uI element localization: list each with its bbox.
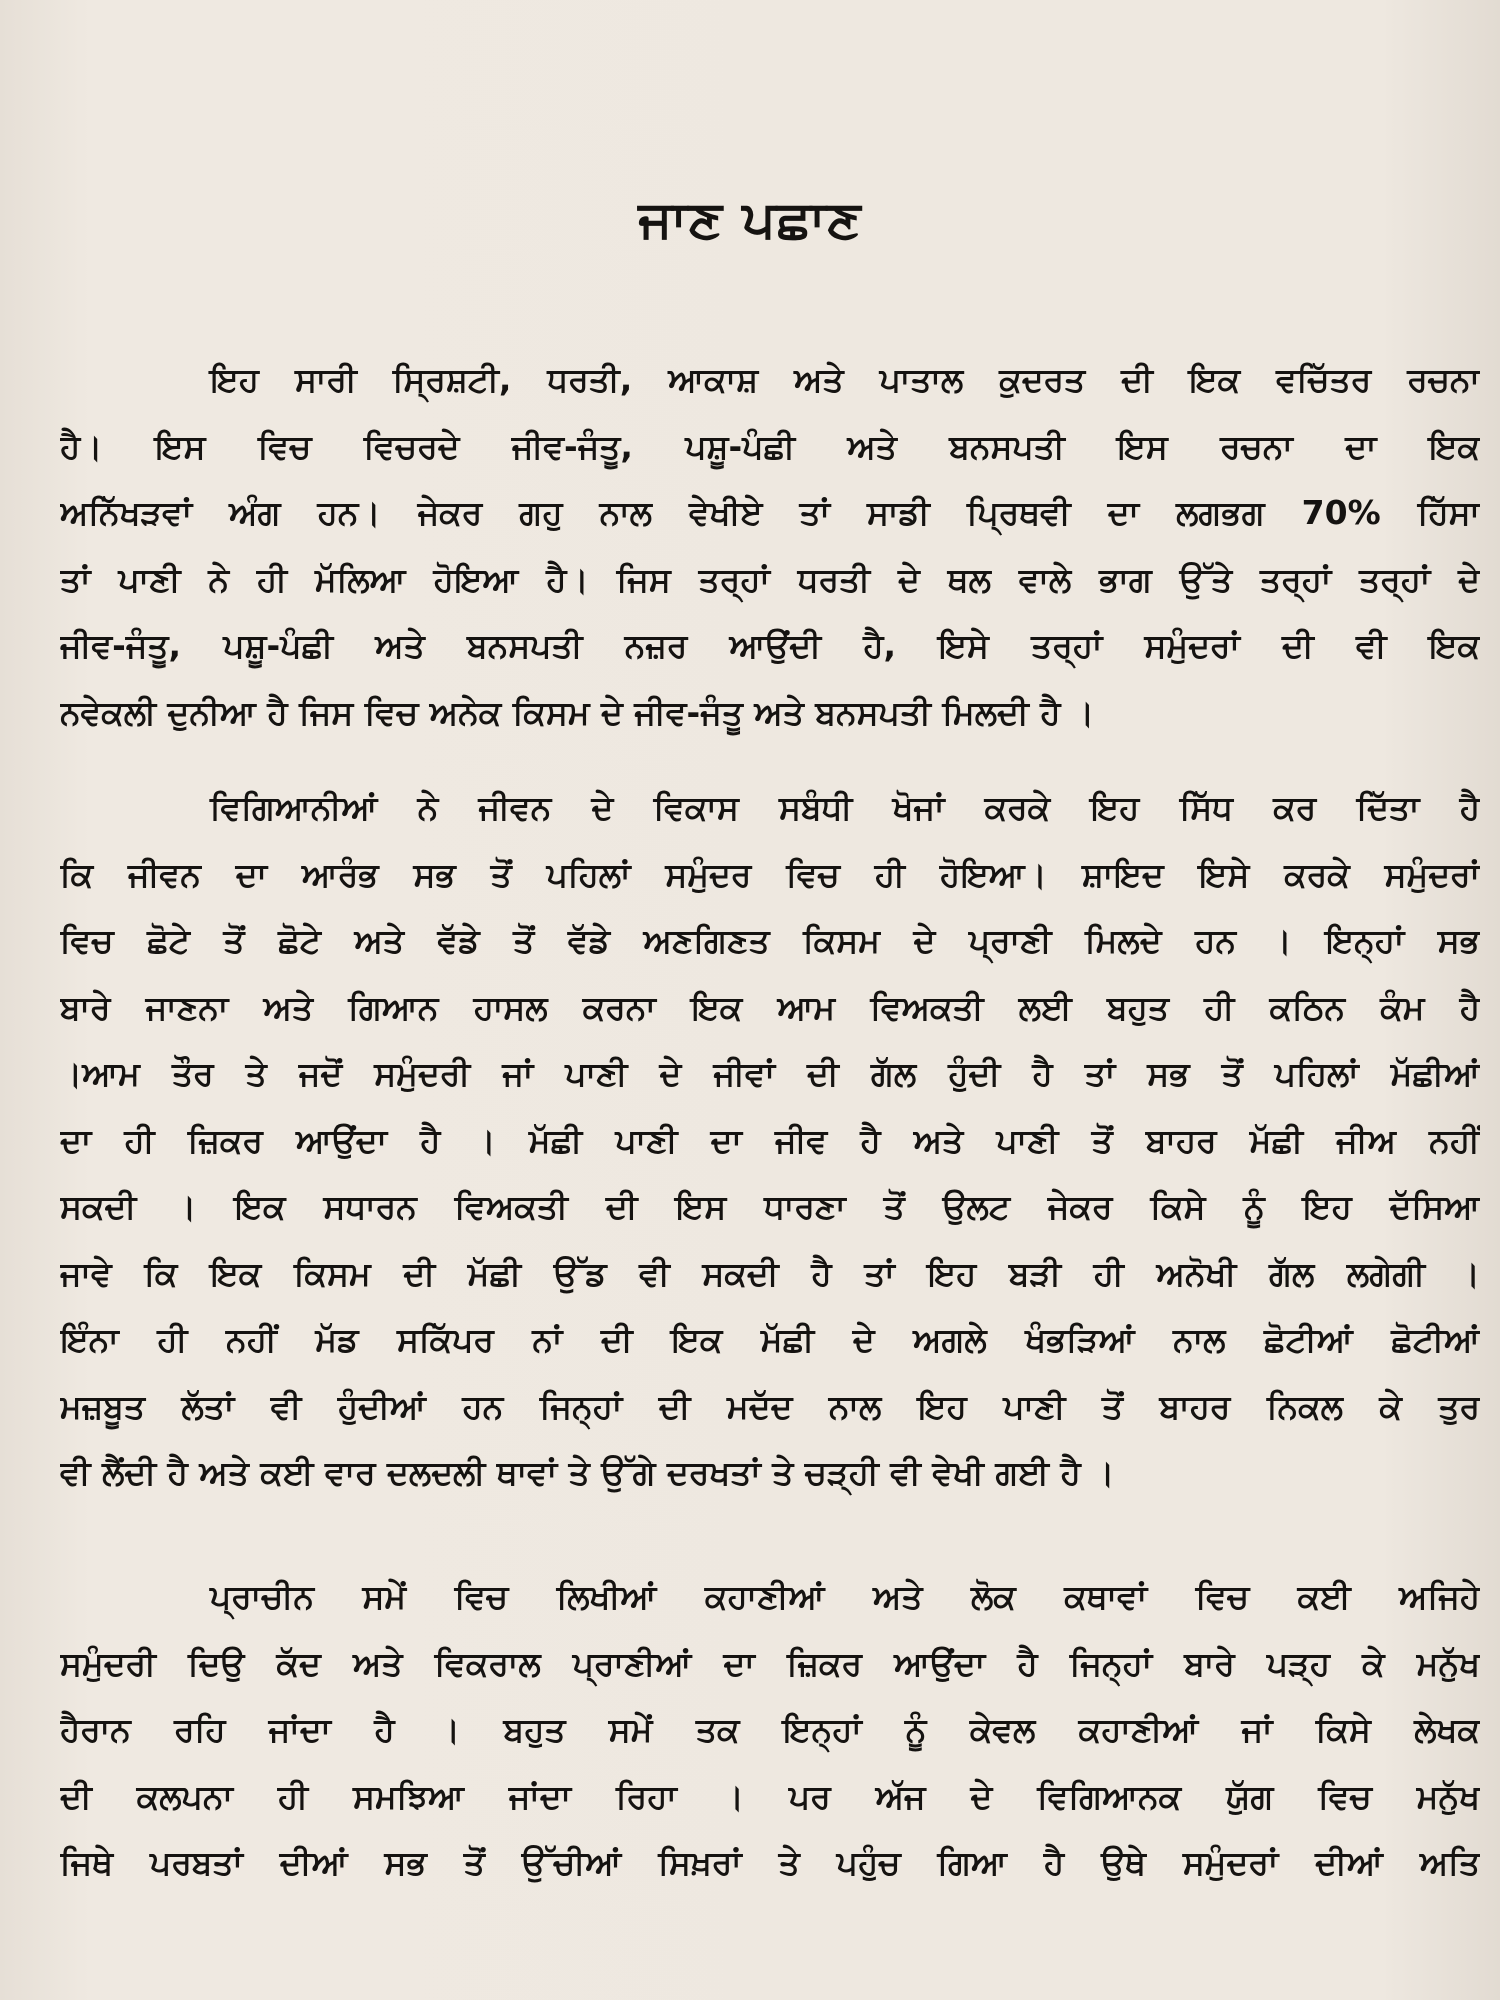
text-line: ।ਆਮ ਤੌਰ ਤੇ ਜਦੋਂ ਸਮੁੰਦਰੀ ਜਾਂ ਪਾਣੀ ਦੇ ਜੀਵਾਂ ਦੀ ਗੱਲ ਹੁੰਦੀ ਹੈ ਤਾਂ ਸਭ ਤੋਂ ਪਹਿਲਾਂ ਮੱਛੀਆਂ: [60, 1054, 1480, 1093]
text-line: ਤਾਂ ਪਾਣੀ ਨੇ ਹੀ ਮੱਲਿਆ ਹੋਇਆ ਹੈ। ਜਿਸ ਤਰ੍ਹਾਂ ਧਰਤੀ ਦੇ ਥਲ ਵਾਲੇ ਭਾਗ ਉੱਤੇ ਤਰ੍ਹਾਂ ਤਰ੍ਹਾਂ ਦੇ: [60, 559, 1480, 599]
text-line: ਵੀ ਲੈਂਦੀ ਹੈ ਅਤੇ ਕਈ ਵਾਰ ਦਲਦਲੀ ਥਾਵਾਂ ਤੇ ਉੱਗੇ ਦਰਖਤਾਂ ਤੇ ਚੜ੍ਹੀ ਵੀ ਵੇਖੀ ਗਈ ਹੈ ।: [60, 1453, 1115, 1492]
text-line: ਪ੍ਰਾਚੀਨ ਸਮੇਂ ਵਿਚ ਲਿਖੀਆਂ ਕਹਾਣੀਆਂ ਅਤੇ ਲੋਕ ਕਥਾਵਾਂ ਵਿਚ ਕਈ ਅਜਿਹੇ: [210, 1577, 1480, 1616]
text-line: ਸਕਦੀ । ਇਕ ਸਧਾਰਨ ਵਿਅਕਤੀ ਦੀ ਇਸ ਧਾਰਣਾ ਤੋਂ ਉਲਟ ਜੇਕਰ ਕਿਸੇ ਨੂੰ ਇਹ ਦੱਸਿਆ: [60, 1187, 1480, 1226]
text-line: ਦੀ ਕਲਪਨਾ ਹੀ ਸਮਝਿਆ ਜਾਂਦਾ ਰਿਹਾ । ਪਰ ਅੱਜ ਦੇ ਵਿਗਿਆਨਕ ਯੁੱਗ ਵਿਚ ਮਨੁੱਖ: [60, 1776, 1480, 1816]
text-line: ਜੀਵ-ਜੰਤੂ, ਪਸ਼ੂ-ਪੰਛੀ ਅਤੇ ਬਨਸਪਤੀ ਨਜ਼ਰ ਆਉਂਦੀ ਹੈ, ਇਸੇ ਤਰ੍ਹਾਂ ਸਮੁੰਦਰਾਂ ਦੀ ਵੀ ਇਕ: [60, 626, 1480, 665]
page-title: ਜਾਣ ਪਛਾਣ: [638, 190, 862, 250]
text-line: ਦਾ ਹੀ ਜ਼ਿਕਰ ਆਉਂਦਾ ਹੈ । ਮੱਛੀ ਪਾਣੀ ਦਾ ਜੀਵ ਹੈ ਅਤੇ ਪਾਣੀ ਤੋਂ ਬਾਹਰ ਮੱਛੀ ਜੀਅ ਨਹੀਂ: [60, 1120, 1480, 1160]
text-line: ਕਿ ਜੀਵਨ ਦਾ ਆਰੰਭ ਸਭ ਤੋਂ ਪਹਿਲਾਂ ਸਮੁੰਦਰ ਵਿਚ ਹੀ ਹੋਇਆ। ਸ਼ਾਇਦ ਇਸੇ ਕਰਕੇ ਸਮੁੰਦਰਾਂ: [60, 854, 1480, 894]
text-line: ਵਿਚ ਛੋਟੇ ਤੋਂ ਛੋਟੇ ਅਤੇ ਵੱਡੇ ਤੋਂ ਵੱਡੇ ਅਣਗਿਣਤ ਕਿਸਮ ਦੇ ਪ੍ਰਾਣੀ ਮਿਲਦੇ ਹਨ । ਇਨ੍ਹਾਂ ਸਭ: [60, 921, 1480, 960]
paragraph-1: [60, 347, 1480, 746]
paragraph-2: [60, 775, 1480, 1507]
paragraph-3: [60, 1564, 1480, 1897]
text-line: ਹੈਰਾਨ ਰਹਿ ਜਾਂਦਾ ਹੈ । ਬਹੁਤ ਸਮੇਂ ਤਕ ਇਨ੍ਹਾਂ ਨੂੰ ਕੇਵਲ ਕਹਾਣੀਆਂ ਜਾਂ ਕਿਸੇ ਲੇਖਕ: [60, 1710, 1480, 1749]
text-line: ਅਨਿੱਖੜਵਾਂ ਅੰਗ ਹਨ। ਜੇਕਰ ਗਹੁ ਨਾਲ ਵੇਖੀਏ ਤਾਂ ਸਾਡੀ ਪ੍ਰਿਥਵੀ ਦਾ ਲਗਭਗ 70% ਹਿੱਸਾ: [60, 493, 1480, 532]
text-line: ਨਵੇਕਲੀ ਦੁਨੀਆ ਹੈ ਜਿਸ ਵਿਚ ਅਨੇਕ ਕਿਸਮ ਦੇ ਜੀਵ-ਜੰਤੂ ਅਤੇ ਬਨਸਪਤੀ ਮਿਲਦੀ ਹੈ ।: [60, 692, 1095, 732]
text-line: ਇਹ ਸਾਰੀ ਸ੍ਰਿਸ਼ਟੀ, ਧਰਤੀ, ਆਕਾਸ਼ ਅਤੇ ਪਾਤਾਲ ਕੁਦਰਤ ਦੀ ਇਕ ਵਚਿੱਤਰ ਰਚਨਾ: [210, 360, 1480, 399]
text-line: ਜਾਵੇ ਕਿ ਇਕ ਕਿਸਮ ਦੀ ਮੱਛੀ ਉੱਡ ਵੀ ਸਕਦੀ ਹੈ ਤਾਂ ਇਹ ਬੜੀ ਹੀ ਅਨੋਖੀ ਗੱਲ ਲਗੇਗੀ ।: [60, 1253, 1480, 1293]
text-line: ਜਿਥੇ ਪਰਬਤਾਂ ਦੀਆਂ ਸਭ ਤੋਂ ਉੱਚੀਆਂ ਸਿਖ਼ਰਾਂ ਤੇ ਪਹੁੰਚ ਗਿਆ ਹੈ ਉਥੇ ਸਮੁੰਦਰਾਂ ਦੀਆਂ ਅਤਿ: [60, 1843, 1480, 1882]
text-line: ਇੰਨਾ ਹੀ ਨਹੀਂ ਮੱਡ ਸਕਿੱਪਰ ਨਾਂ ਦੀ ਇਕ ਮੱਛੀ ਦੇ ਅਗਲੇ ਖੰਭੜਿਆਂ ਨਾਲ ਛੋਟੀਆਂ ਛੋਟੀਆਂ: [60, 1320, 1480, 1359]
text-line: ਹੈ। ਇਸ ਵਿਚ ਵਿਚਰਦੇ ਜੀਵ-ਜੰਤੂ, ਪਸ਼ੂ-ਪੰਛੀ ਅਤੇ ਬਨਸਪਤੀ ਇਸ ਰਚਨਾ ਦਾ ਇਕ: [60, 426, 1480, 466]
text-line: ਬਾਰੇ ਜਾਣਨਾ ਅਤੇ ਗਿਆਨ ਹਾਸਲ ਕਰਨਾ ਇਕ ਆਮ ਵਿਅਕਤੀ ਲਈ ਬਹੁਤ ਹੀ ਕਠਿਨ ਕੰਮ ਹੈ: [60, 987, 1480, 1027]
text-line: ਮਜ਼ਬੂਤ ਲੱਤਾਂ ਵੀ ਹੁੰਦੀਆਂ ਹਨ ਜਿਨ੍ਹਾਂ ਦੀ ਮਦੱਦ ਨਾਲ ਇਹ ਪਾਣੀ ਤੋਂ ਬਾਹਰ ਨਿਕਲ ਕੇ ਤੁਰ: [60, 1386, 1480, 1426]
text-line: ਸਮੁੰਦਰੀ ਦਿਉ ਕੱਦ ਅਤੇ ਵਿਕਰਾਲ ਪ੍ਰਾਣੀਆਂ ਦਾ ਜ਼ਿਕਰ ਆਉਂਦਾ ਹੈ ਜਿਨ੍ਹਾਂ ਬਾਰੇ ਪੜ੍ਹ ਕੇ ਮਨੁੱਖ: [60, 1643, 1480, 1683]
text-line: ਵਿਗਿਆਨੀਆਂ ਨੇ ਜੀਵਨ ਦੇ ਵਿਕਾਸ ਸਬੰਧੀ ਖੋਜਾਂ ਕਰਕੇ ਇਹ ਸਿੱਧ ਕਰ ਦਿੱਤਾ ਹੈ: [210, 788, 1480, 827]
